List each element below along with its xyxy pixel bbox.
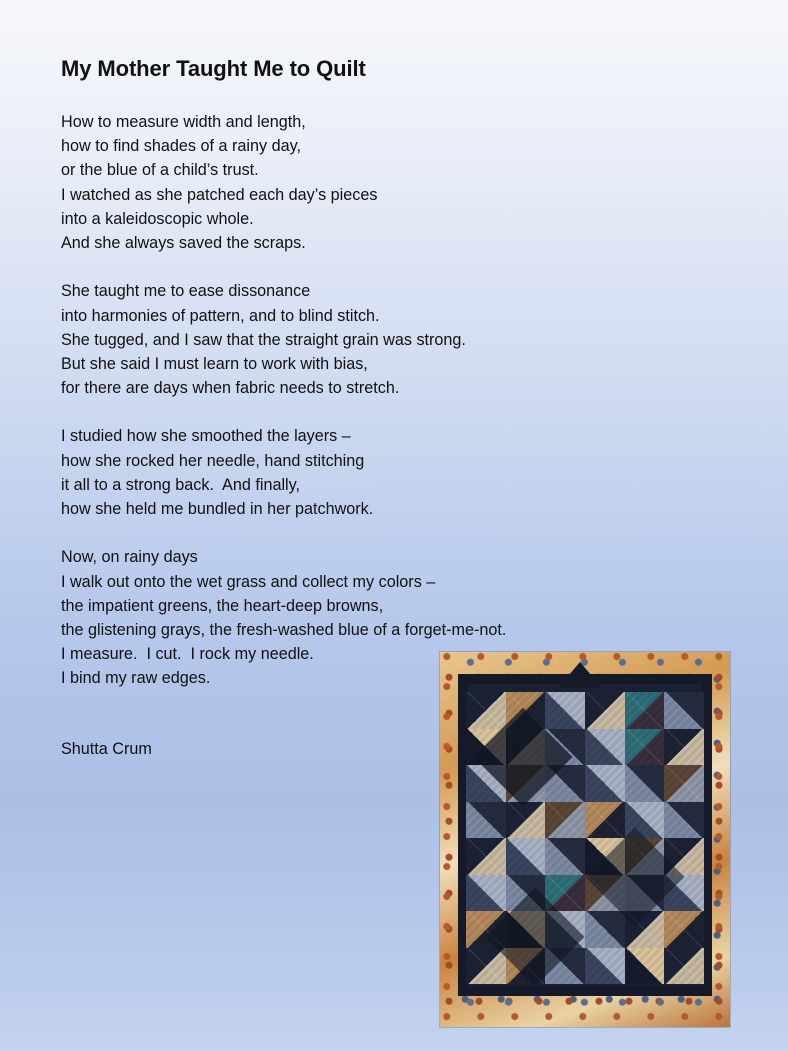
poem-line: She tugged, and I saw that the straight grain was strong. [61, 330, 466, 349]
quilt-block [664, 802, 704, 839]
poem-title: My Mother Taught Me to Quilt [61, 56, 366, 81]
quilt-block [585, 692, 625, 729]
quilt-block [506, 838, 546, 875]
quilt-block [585, 729, 625, 766]
quilt-block [625, 729, 665, 766]
poem-line: it all to a strong back. And finally, [61, 475, 301, 494]
quilt-block [664, 765, 704, 802]
stanza-break [61, 255, 506, 279]
quilt-block [625, 948, 665, 985]
stanza-break [61, 400, 506, 424]
quilt-block [545, 802, 585, 839]
poem-line: I bind my raw edges. [61, 669, 211, 688]
quilt-block [585, 802, 625, 839]
poem-line: I measure. I cut. I rock my needle. [61, 645, 314, 664]
quilt-block [625, 765, 665, 802]
quilt-peak-decoration [558, 662, 602, 688]
poem-line: or the blue of a child’s trust. [61, 161, 259, 180]
quilt-block [466, 948, 506, 985]
stanza-break [61, 521, 506, 545]
quilt-photo [440, 652, 730, 1027]
quilt-block [466, 838, 506, 875]
quilt-block [545, 692, 585, 729]
quilt-block [664, 948, 704, 985]
poem-line: I watched as she patched each day’s pieces [61, 185, 378, 204]
quilt-block [664, 729, 704, 766]
poem-line: into harmonies of pattern, and to blind stitch. [61, 306, 380, 325]
quilt-block [466, 692, 506, 729]
quilt-block [466, 802, 506, 839]
poem-line: how she rocked her needle, hand stitching [61, 451, 365, 470]
poem-line: for there are days when fabric needs to stretch. [61, 379, 400, 398]
poem-line: how she held me bundled in her patchwork. [61, 500, 374, 518]
poem-line: But she said I must learn to work with bias, [61, 354, 368, 373]
quilt-block [545, 838, 585, 875]
poem-line: I walk out onto the wet grass and collect my colors – [61, 572, 436, 591]
quilt-block [585, 765, 625, 802]
poem-line: I studied how she smoothed the layers – [61, 427, 351, 446]
poem-body [61, 110, 506, 691]
quilt-block [585, 948, 625, 985]
quilt-block [625, 692, 665, 729]
quilt-block [466, 875, 506, 912]
quilt-block [585, 911, 625, 948]
poem-line: Now, on rainy days [61, 548, 198, 567]
quilt-block [664, 911, 704, 948]
quilt-block [664, 692, 704, 729]
poem-line: She taught me to ease dissonance [61, 282, 311, 301]
poem-line: the impatient greens, the heart-deep browns, [61, 596, 384, 615]
poem-line: How to measure width and length, [61, 113, 306, 131]
poem-line: the glistening grays, the fresh-washed blue of a forget-me-not. [61, 620, 507, 639]
quilt-block [506, 802, 546, 839]
poem-line: how to find shades of a rainy day, [61, 137, 301, 156]
poem-author: Shutta Crum [61, 740, 152, 758]
poem-line: And she always saved the scraps. [61, 233, 306, 252]
poem-line: into a kaleidoscopic whole. [61, 209, 254, 228]
